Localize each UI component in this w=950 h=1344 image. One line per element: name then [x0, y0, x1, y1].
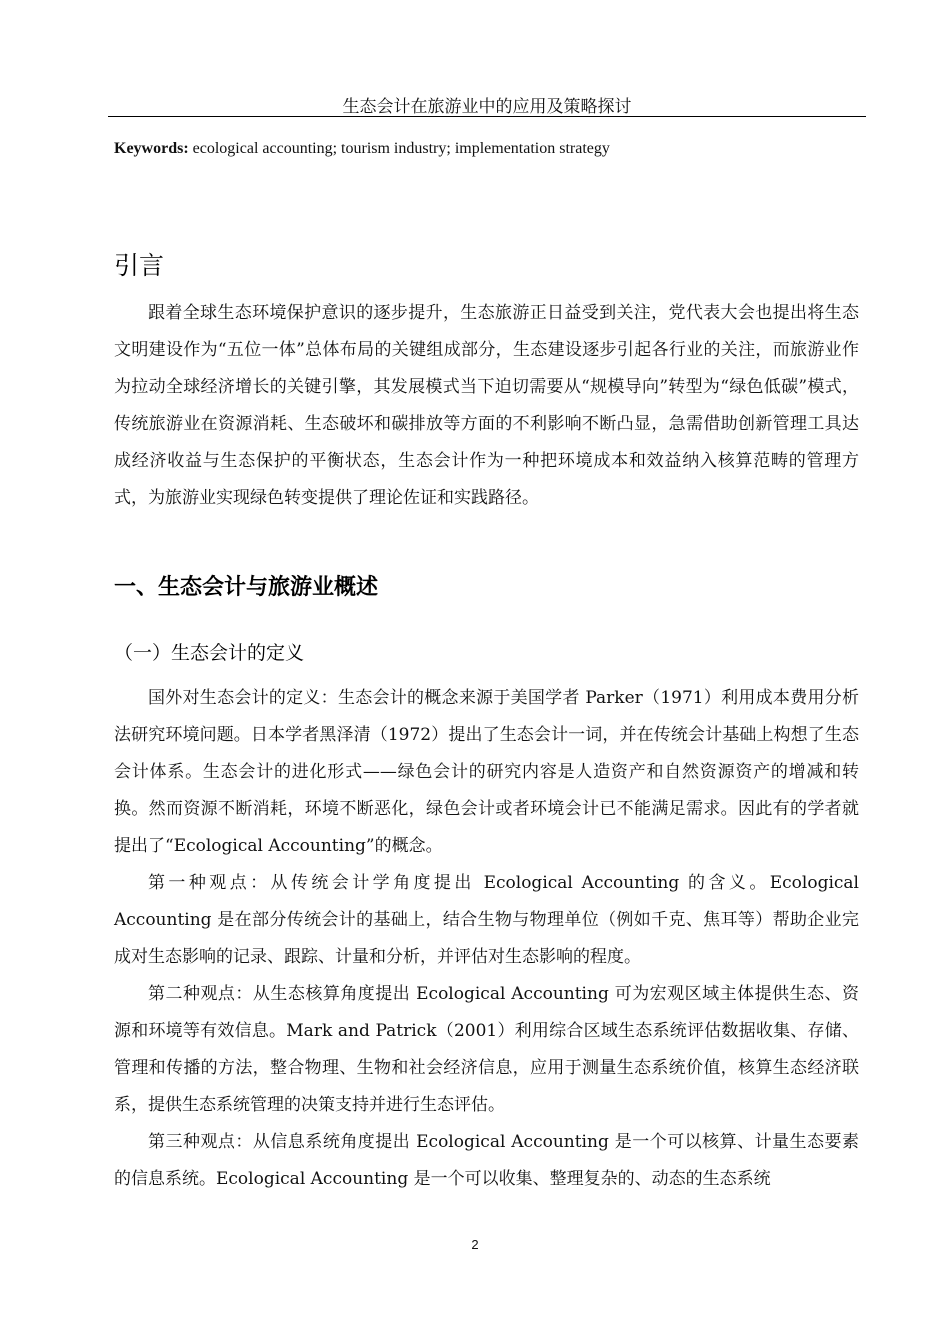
running-header-title: 生态会计在旅游业中的应用及策略探讨 [342, 97, 632, 117]
intro-paragraph: 跟着全球生态环境保护意识的逐步提升，生态旅游正日益受到关注，党代表大会也提出将生态文明建设作为“五位一体”总体布局的关键组成部分，生态建设逐步引起各行业的关注，而旅游业作为拉动全球经济增长的关键引擎，其发展模式当下迫切需要从“规模导向”转型为“绿色低碳”模式，传统旅游业在资源消耗、生态破坏和碳排放等方面的不利影响不断凸显，急需借助创新管理工具达成经济收益与生态保护的平衡状态，生态会计作为一种把环境成本和效益纳入核算范畴的管理方式，为旅游业实现绿色转变提供了理论佐证和实践路径。 [114, 303, 859, 508]
body-paragraph: 第三种观点：从信息系统角度提出 Ecological Accounting 是一个可以核算、计量生态要素的信息系统。Ecological Accounting 是一个可以收集、整理复杂的、动态的生态系统 [114, 1132, 859, 1189]
body-paragraph: 第二种观点：从生态核算角度提出 Ecological Accounting 可为宏观区域主体提供生态、资源和环境等有效信息。Mark and Patrick（2001）利用综合区域生态系统评估数据收集、存储、管理和传播的方法，整合物理、生物和社会经济信息，应用于测量生态系统价值，核算生态经济联系，提供生态系统管理的决策支持并进行生态评估。 [114, 984, 859, 1115]
body-paragraph: 国外对生态会计的定义：生态会计的概念来源于美国学者 Parker（1971）利用成本费用分析法研究环境问题。日本学者黑泽清（1972）提出了生态会计一词，并在传统会计基础上构想了生态会计体系。生态会计的进化形式——绿色会计的研究内容是人造资产和自然资源资产的增减和转换。然而资源不断消耗，环境不断恶化，绿色会计或者环境会计已不能满足需求。因此有的学者就提出了“Ecological Accounting”的概念。 [114, 688, 859, 856]
keywords-line [114, 140, 610, 158]
keywords-text: ecological accounting; tourism industry; implementation strategy [188, 140, 610, 157]
body-paragraph: 第一种观点：从传统会计学角度提出 Ecological Accounting 的含义。Ecological Accounting 是在部分传统会计的基础上，结合生物与物理单位（例如千克、焦耳等）帮助企业完成对生态影响的记录、跟踪、计量和分析，并评估对生态影响的程度。 [114, 873, 859, 967]
keywords-label: Keywords: [114, 140, 189, 157]
intro-heading: 引言 [114, 251, 165, 280]
header-divider [108, 116, 866, 117]
page-number: 2 [471, 1237, 479, 1252]
section-heading: 一、生态会计与旅游业概述 [114, 575, 379, 600]
subsection-heading: （一）生态会计的定义 [114, 642, 305, 664]
